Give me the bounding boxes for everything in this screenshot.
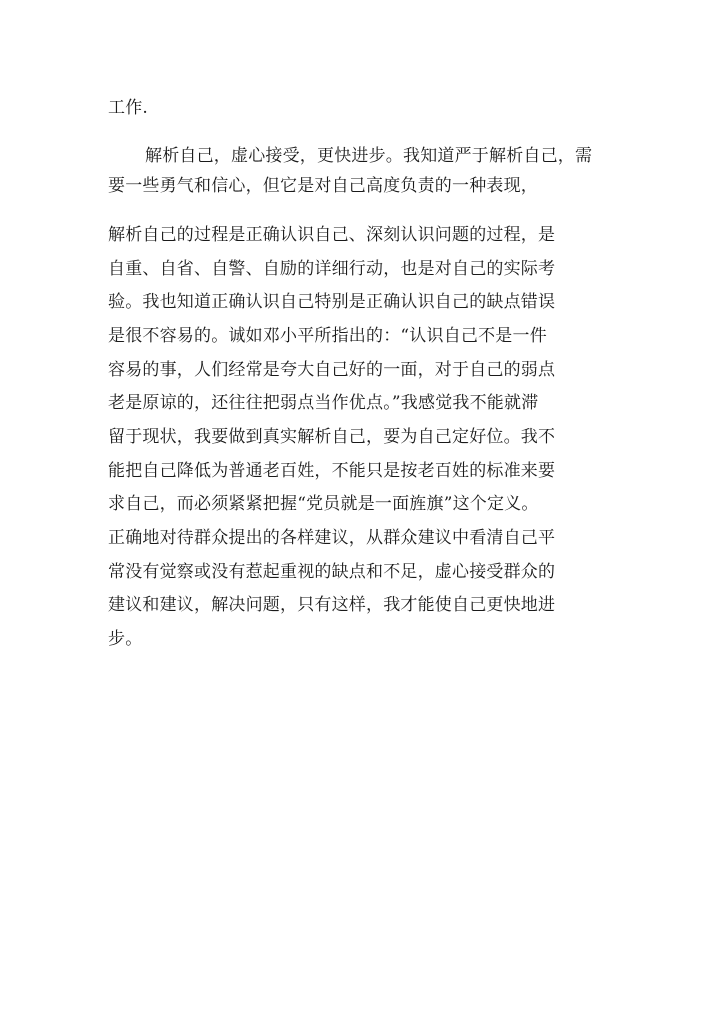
text-line-11: 能把自己降低为普通老百姓，不能只是按老百姓的标准来要 — [108, 461, 556, 481]
text-line-6: 验。我也知道正确认识自己特别是正确认识自己的缺点错误 — [108, 292, 556, 312]
text-line-15: 建议和建议，解决问题，只有这样，我才能使自己更快地进 — [108, 595, 556, 615]
text-line-8: 容易的事，人们经常是夸大自己好的一面，对于自己的弱点 — [108, 360, 556, 380]
text-line-7: 是很不容易的。诚如邓小平所指出的：“认识自己不是一件 — [108, 326, 547, 346]
text-line-13: 正确地对待群众提出的各样建议，从群众建议中看清自己平 — [108, 528, 556, 548]
text-line-9: 老是原谅的，还往往把弱点当作优点。”我感觉我不能就滞 — [108, 393, 539, 413]
text-line-12: 求自己，而必须紧紧把握“党员就是一面旌旗”这个定义。 — [108, 494, 539, 514]
text-line-14: 常没有觉察或没有惹起重视的缺点和不足，虚心接受群众的 — [108, 562, 556, 582]
text-line-16: 步。 — [108, 629, 143, 649]
text-line-10: 留于现状，我要做到真实解析自己，要为自己定好位。我不 — [108, 427, 556, 447]
text-line-5: 自重、自省、自警、自励的详细行动，也是对自己的实际考 — [108, 259, 556, 279]
text-line-4: 解析自己的过程是正确认识自己、深刻认识问题的过程，是 — [108, 225, 556, 245]
text-line-2: 解析自己，虚心接受，更快进步。我知道严于解析自己，需 — [145, 146, 593, 166]
text-line-3: 要一些勇气和信心，但它是对自己高度负责的一种表现， — [108, 176, 538, 196]
text-line-1: 工作. — [108, 98, 149, 118]
